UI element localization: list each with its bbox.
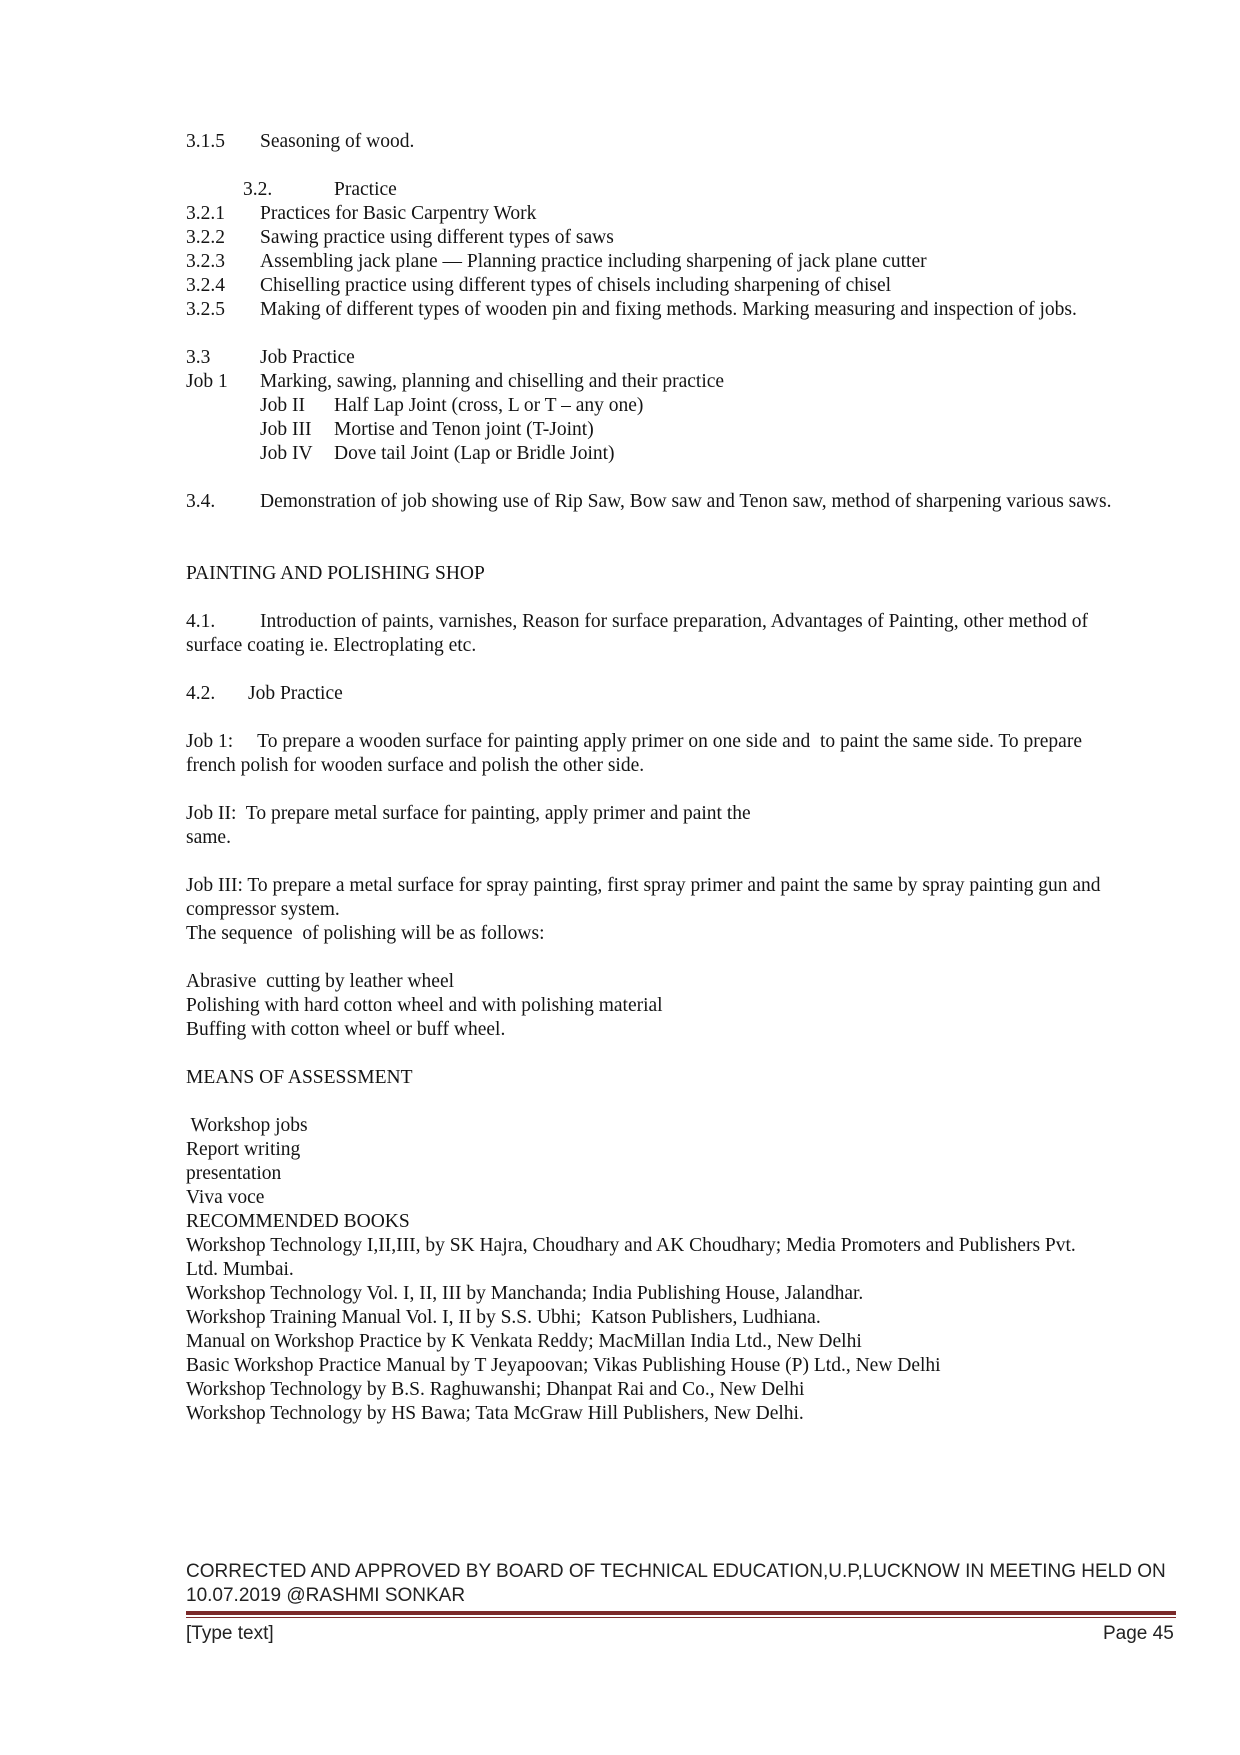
section-number: 3.1.5 <box>186 131 225 152</box>
paragraph-line: Job III: To prepare a metal surface for spray painting, first spray primer and paint the same by spray painting gun and <box>186 875 1101 896</box>
footer-left-text: [Type text] <box>186 1623 274 1644</box>
job-number: Job III <box>260 419 312 440</box>
footer-rule <box>186 1617 1176 1618</box>
book-entry: Workshop Technology I,II,III, by SK Hajra, Choudhary and AK Choudhary; Media Promoters and Publishers Pvt. <box>186 1235 1076 1256</box>
section-heading: RECOMMENDED BOOKS <box>186 1211 410 1232</box>
section-text: Seasoning of wood. <box>260 131 415 152</box>
section-number: 3.3 <box>186 347 211 368</box>
list-number: 3.2.5 <box>186 299 225 320</box>
section-heading: Practice <box>334 179 397 200</box>
list-number: 3.2.2 <box>186 227 225 248</box>
paragraph-line: Introduction of paints, varnishes, Reason for surface preparation, Advantages of Painting, other method of <box>260 611 1088 632</box>
section-heading: MEANS OF ASSESSMENT <box>186 1067 413 1088</box>
section-heading: PAINTING AND POLISHING SHOP <box>186 563 485 584</box>
list-item: Making of different types of wooden pin and fixing methods. Marking measuring and inspection of jobs. <box>260 299 1077 320</box>
list-item: presentation <box>186 1163 282 1184</box>
list-item: Practices for Basic Carpentry Work <box>260 203 537 224</box>
list-item: Viva voce <box>186 1187 265 1208</box>
book-entry: Workshop Technology by HS Bawa; Tata McGraw Hill Publishers, New Delhi. <box>186 1403 804 1424</box>
job-number: Job II <box>260 395 305 416</box>
list-number: 3.2.1 <box>186 203 225 224</box>
footer-approval-line: CORRECTED AND APPROVED BY BOARD OF TECHNICAL EDUCATION,U.P,LUCKNOW IN MEETING HELD ON <box>186 1561 1166 1582</box>
section-number: 4.1. <box>186 611 216 632</box>
section-number: 4.2. <box>186 683 216 704</box>
section-text: Demonstration of job showing use of Rip Saw, Bow saw and Tenon saw, method of sharpening various saws. <box>260 491 1112 512</box>
list-item: Report writing <box>186 1139 301 1160</box>
paragraph-line: compressor system. <box>186 899 340 920</box>
book-entry: Workshop Training Manual Vol. I, II by S.S. Ubhi; Katson Publishers, Ludhiana. <box>186 1307 821 1328</box>
job-text: Half Lap Joint (cross, L or T – any one) <box>334 395 644 416</box>
list-item: Polishing with hard cotton wheel and with polishing material <box>186 995 663 1016</box>
list-item: Abrasive cutting by leather wheel <box>186 971 455 992</box>
paragraph-line: french polish for wooden surface and polish the other side. <box>186 755 645 776</box>
list-item: Assembling jack plane — Planning practice including sharpening of jack plane cutter <box>260 251 927 272</box>
list-item: Chiselling practice using different types of chisels including sharpening of chisel <box>260 275 892 296</box>
book-entry: Manual on Workshop Practice by K Venkata Reddy; MacMillan India Ltd., New Delhi <box>186 1331 862 1352</box>
paragraph-line: Job 1: To prepare a wooden surface for painting apply primer on one side and to paint the same side. To prepare <box>186 731 1082 752</box>
job-number: Job 1 <box>186 371 228 392</box>
paragraph-line: Job II: To prepare metal surface for painting, apply primer and paint the <box>186 803 751 824</box>
job-number: Job IV <box>260 443 313 464</box>
footer-rule <box>186 1611 1176 1615</box>
book-entry: Basic Workshop Practice Manual by T Jeyapoovan; Vikas Publishing House (P) Ltd., New Delhi <box>186 1355 941 1376</box>
list-item: Buffing with cotton wheel or buff wheel. <box>186 1019 506 1040</box>
book-entry: Ltd. Mumbai. <box>186 1259 294 1280</box>
book-entry: Workshop Technology by B.S. Raghuwanshi; Dhanpat Rai and Co., New Delhi <box>186 1379 805 1400</box>
job-text: Dove tail Joint (Lap or Bridle Joint) <box>334 443 615 464</box>
list-number: 3.2.3 <box>186 251 225 272</box>
book-entry: Workshop Technology Vol. I, II, III by Manchanda; India Publishing House, Jalandhar. <box>186 1283 864 1304</box>
section-heading: Job Practice <box>260 347 355 368</box>
footer-approval-line: 10.07.2019 @RASHMI SONKAR <box>186 1585 466 1606</box>
list-item: Workshop jobs <box>186 1115 308 1136</box>
job-text: Marking, sawing, planning and chiselling and their practice <box>260 371 725 392</box>
page-number: Page 45 <box>1103 1623 1174 1644</box>
section-heading: Job Practice <box>248 683 343 704</box>
paragraph-line: same. <box>186 827 231 848</box>
section-number: 3.2. <box>243 179 273 200</box>
job-text: Mortise and Tenon joint (T-Joint) <box>334 419 594 440</box>
section-number: 3.4. <box>186 491 216 512</box>
paragraph-line: The sequence of polishing will be as follows: <box>186 923 545 944</box>
paragraph-line: surface coating ie. Electroplating etc. <box>186 635 477 656</box>
list-number: 3.2.4 <box>186 275 225 296</box>
list-item: Sawing practice using different types of saws <box>260 227 614 248</box>
